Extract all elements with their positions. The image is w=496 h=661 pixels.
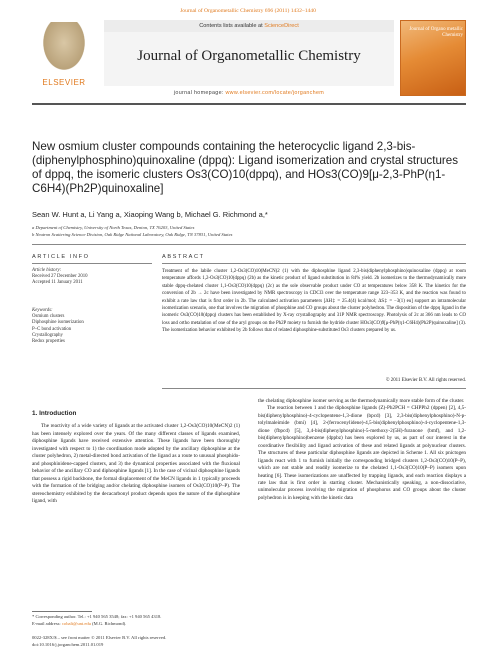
received-date: Received 27 December 2010 bbox=[32, 274, 88, 280]
journal-cover-thumbnail[interactable] bbox=[400, 20, 466, 96]
affiliation-b: b Neutron Scattering Science Division, Oak Ridge National Laboratory, Oak Ridge, TN 37831, United States bbox=[32, 232, 233, 237]
elsevier-logo[interactable] bbox=[32, 20, 96, 96]
keywords-block bbox=[32, 308, 152, 345]
article-info-heading: ARTICLE INFO bbox=[32, 254, 90, 260]
footnote-divider bbox=[32, 611, 92, 612]
corresponding-author-note: * Corresponding author. Tel.: +1 940 565 3548; fax: +1 940 565 4318. bbox=[32, 614, 162, 619]
journal-title: Journal of Organometallic Chemistry bbox=[137, 48, 361, 64]
journal-reference[interactable]: Journal of Organometallic Chemistry 696 (2011) 1432–1440 bbox=[180, 8, 316, 14]
cover-text: Journal of Organo metallic Chemistry bbox=[409, 27, 463, 38]
body-column-right bbox=[258, 398, 466, 502]
introduction-heading: 1. Introduction bbox=[32, 410, 77, 417]
journal-header bbox=[32, 20, 466, 98]
doi-link[interactable]: doi:10.1016/j.jorganchem.2011.01.019 bbox=[32, 642, 104, 647]
intro-paragraph-2: The reaction between 1 and the diphosphine ligands (Z)-Ph2PCH = CHPPh2 (dppen) [2], 4,5-bis(diphenylphosphino)-4-cyclopentene-1,3-dione (bpcd) [3], 2,3-bis(diphenylphosphino)-N-p-tolylmaleimide (bmi) [4], 2-(ferrocenylidene)-4,5-bis(diphenylphosphino)-4-cyclopentene-1,3-dione (fbpcd) [5], 3,4-bis(diphenylphosphino)-5-methoxy-2(5H)-furanone (bmf), and 1,2-bis(diphenylphosphino)benzene (dppbz) has been explored by us, as part of our interest in the coordinative flexibility and ligand activation of these and related ligands at polynuclear clusters. The structures of these particular diphosphine ligands are depicted in Scheme 1. All six pnictogen ligands react with 1 to furnish initially the corresponding bridged clusters 1,2-Os3(CO)10(P–P), which are not stable and readily isomerize to the chelated 1,1-Os3(CO)10(P–P) isomers upon heating [6]. These isomerizations are unaffected by trapping ligands, and each reaction displays a rate law that is first order in starting cluster. Mechanistically speaking, a non-dissociative, unimolecular process involving the migration of phosphorus and CO groups about the cluster polyhedron is in keeping with the kinetic data bbox=[258, 405, 466, 501]
journal-title-panel bbox=[104, 32, 394, 86]
keyword-item: Osmium clusters bbox=[32, 314, 65, 320]
contents-prefix: Contents lists available at bbox=[199, 23, 265, 29]
publisher-name: ELSEVIER bbox=[42, 78, 86, 87]
abstract-heading: ABSTRACT bbox=[162, 254, 205, 260]
affiliation-divider bbox=[32, 244, 466, 245]
article-title: New osmium cluster compounds containing the heterocyclic ligand 2,3-bis-(diphenylphosphino)quinoxaline (dppq): Ligand isomerization and crystal structures of dppq, the isomeric clusters Os3(CO)10(dppq), and HOs3(CO)9[μ-2,3-PhP(η1-C6H4)(Ph2P)quinoxaline] bbox=[32, 140, 458, 195]
email-note bbox=[32, 621, 240, 626]
email-owner: (M.G. Richmond). bbox=[90, 621, 127, 626]
author-list[interactable]: Sean W. Hunt a, Li Yang a, Xiaoping Wang b, Michael G. Richmond a,* bbox=[32, 210, 268, 219]
contents-bar bbox=[104, 20, 394, 32]
keyword-item: Redox properties bbox=[32, 339, 65, 345]
email-link[interactable]: cobalt@unt.edu bbox=[61, 621, 91, 626]
homepage-prefix: journal homepage: bbox=[173, 90, 226, 96]
keyword-item: Crystallography bbox=[32, 332, 63, 338]
keywords-label: Keywords: bbox=[32, 308, 53, 313]
accepted-date: Accepted 11 January 2011 bbox=[32, 280, 83, 286]
homepage-link[interactable]: www.elsevier.com/locate/jorganchem bbox=[225, 90, 325, 96]
sciencedirect-link[interactable]: ScienceDirect bbox=[264, 23, 299, 29]
header-divider bbox=[32, 103, 466, 105]
affiliation-a: a Department of Chemistry, University of North Texas, Denton, TX 76203, United States bbox=[32, 225, 195, 230]
keyword-item: P–C bond activation bbox=[32, 326, 72, 332]
history-label: Article history: bbox=[32, 268, 62, 273]
body-column-left bbox=[32, 410, 240, 505]
elsevier-tree-icon bbox=[40, 22, 88, 74]
email-label: E-mail address: bbox=[32, 621, 62, 626]
abstract-divider bbox=[162, 263, 466, 264]
intro-continuation: the chelating diphosphine isomer serving as the thermodynamically more stable form of the cluster. bbox=[258, 398, 465, 404]
abstract-text: Treatment of the labile cluster 1,2-Os3(CO)10(MeCN)2 (1) with the diphosphine ligand 2,3-bis(diphenylphosphino)quinoxaline (dppq) at room temperature affords 1,2-Os3(CO)10(dppq) (2b) as the kinetic product of ligand substitution in 84% yield. 2b isomerizes to the thermodynamically more stable dppq-chelated cluster 1,1-Os3(CO)10(dppq) (2c) as the sole observable product under CO at temperatures below 358 K. The kinetics for the conversion of 2b → 2c have been investigated by NMR spectroscopy in CDCl3 over the temperature range 323–353 K, and the reaction was found to exhibit a rate law that is first order in 2b. The calculated activation parameters [ΔH‡ = 25.4(4) kcal/mol; ΔS‡ = −3(1) eu] support an intramolecular isomerization scenario, one that involves the migration of phosphine and CO groups about the cluster polyhedron. The disposition of the dppq ligand in the isomeric Os3(CO)10(dppq) clusters has been established by X-ray crystallography and 31P NMR spectroscopy. Photolysis of 2c at 366 nm leads to CO loss and ortho metalation of one of the aryl groups on the Ph2P moiety to furnish the hydride cluster HOs3(CO)9[μ-PhP(η1-C6H4)(Ph2P)quinoxaline] (3). The isomerization behavior exhibited by 2b follows that of related diphosphine-substituted Os3 clusters prepared by us. bbox=[162, 269, 466, 334]
copyright-line: © 2011 Elsevier B.V. All rights reserved. bbox=[385, 378, 466, 383]
intro-paragraph-1: The reactivity of a wide variety of ligands at the activated cluster 1,2-Os3(CO)10(MeCN)2 (1) has been intensely explored over the years. Of the many different classes of ligands examined, diphosphine ligands have received extensive attention. These ligands have been thoroughly investigated with respect to 1) the coordination mode adopted by the ancillary diphosphine at the cluster polyhedron, 2) metal-directed bond activation of the ligand as a route to unusual phosphido- and phosphinidene-capped clusters, and 3) the dynamical properties associated with the fluxional behavior of the ancillary CO and diphosphine ligands [1]. In the case of vicinal diphosphine ligands that possess a rigid backbone, the formal displacement of the MeCN ligands in 1 typically proceeds with the formation of the bridging and/or chelating diphosphine isomers of Os3(CO)10(P–P). The stereochemistry exhibited by the decacarbonyl product depends upon the nature of the diphosphine ligand, with bbox=[32, 423, 240, 504]
article-info-divider bbox=[32, 263, 152, 264]
journal-homepage bbox=[104, 90, 394, 96]
abstract-end-divider bbox=[162, 388, 466, 389]
keyword-item: Diphosphine isomerization bbox=[32, 320, 84, 326]
issn-line: 0022-328X/$ – see front matter © 2011 Elsevier B.V. All rights reserved. bbox=[32, 635, 167, 640]
article-history bbox=[32, 268, 152, 287]
